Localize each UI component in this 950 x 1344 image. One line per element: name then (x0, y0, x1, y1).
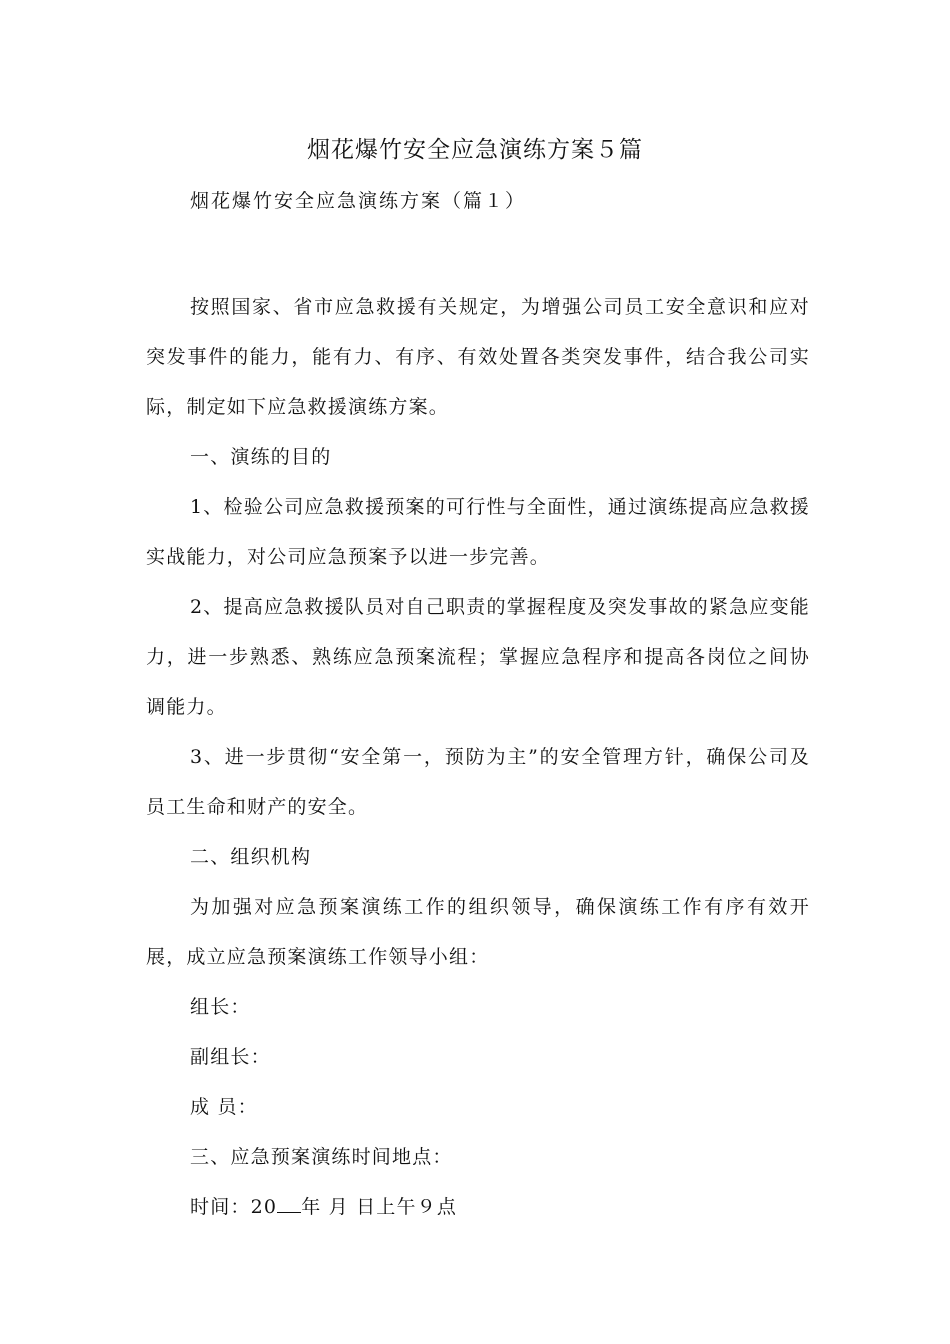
section-heading-time-place: 三、应急预案演练时间地点： (190, 1146, 453, 1168)
section-heading-purpose: 一、演练的目的 (190, 446, 332, 468)
intro-paragraph: 按照国家、省市应急救援有关规定，为增强公司员工安全意识和应对突发事件的能力，能有力、有序、有效处置各类突发事件，结合我公司实际，制定如下应急救援演练方案。 (146, 296, 810, 418)
time-line (146, 1182, 810, 1232)
document-body (146, 282, 810, 1232)
deputy-leader-line: 副组长： (190, 1046, 271, 1068)
section-subtitle: 烟花爆竹安全应急演练方案（篇１） (190, 190, 527, 212)
time-line-rest: 年 月 日上午９点 (301, 1196, 458, 1218)
document-title: 烟花爆竹安全应急演练方案５篇 (307, 137, 643, 163)
section-heading-organization: 二、组织机构 (190, 846, 312, 868)
members-line: 成 员： (190, 1096, 258, 1118)
purpose-item-2: 2、提高应急救援队员对自己职责的掌握程度及突发事故的紧急应变能力，进一步熟悉、熟练应急预案流程；掌握应急程序和提高各岗位之间协调能力。 (146, 596, 810, 718)
organization-paragraph: 为加强对应急预案演练工作的组织领导，确保演练工作有序有效开展，成立应急预案演练工作领导小组： (146, 896, 810, 968)
year-blank (277, 1194, 301, 1213)
leader-line: 组长： (190, 996, 251, 1018)
purpose-item-1: 1、检验公司应急救援预案的可行性与全面性，通过演练提高应急救援实战能力，对公司应急预案予以进一步完善。 (146, 496, 810, 568)
purpose-item-3: 3、进一步贯彻“安全第一，预防为主”的安全管理方针，确保公司及员工生命和财产的安全。 (146, 746, 810, 818)
time-line-prefix: 时间：20 (190, 1196, 278, 1218)
